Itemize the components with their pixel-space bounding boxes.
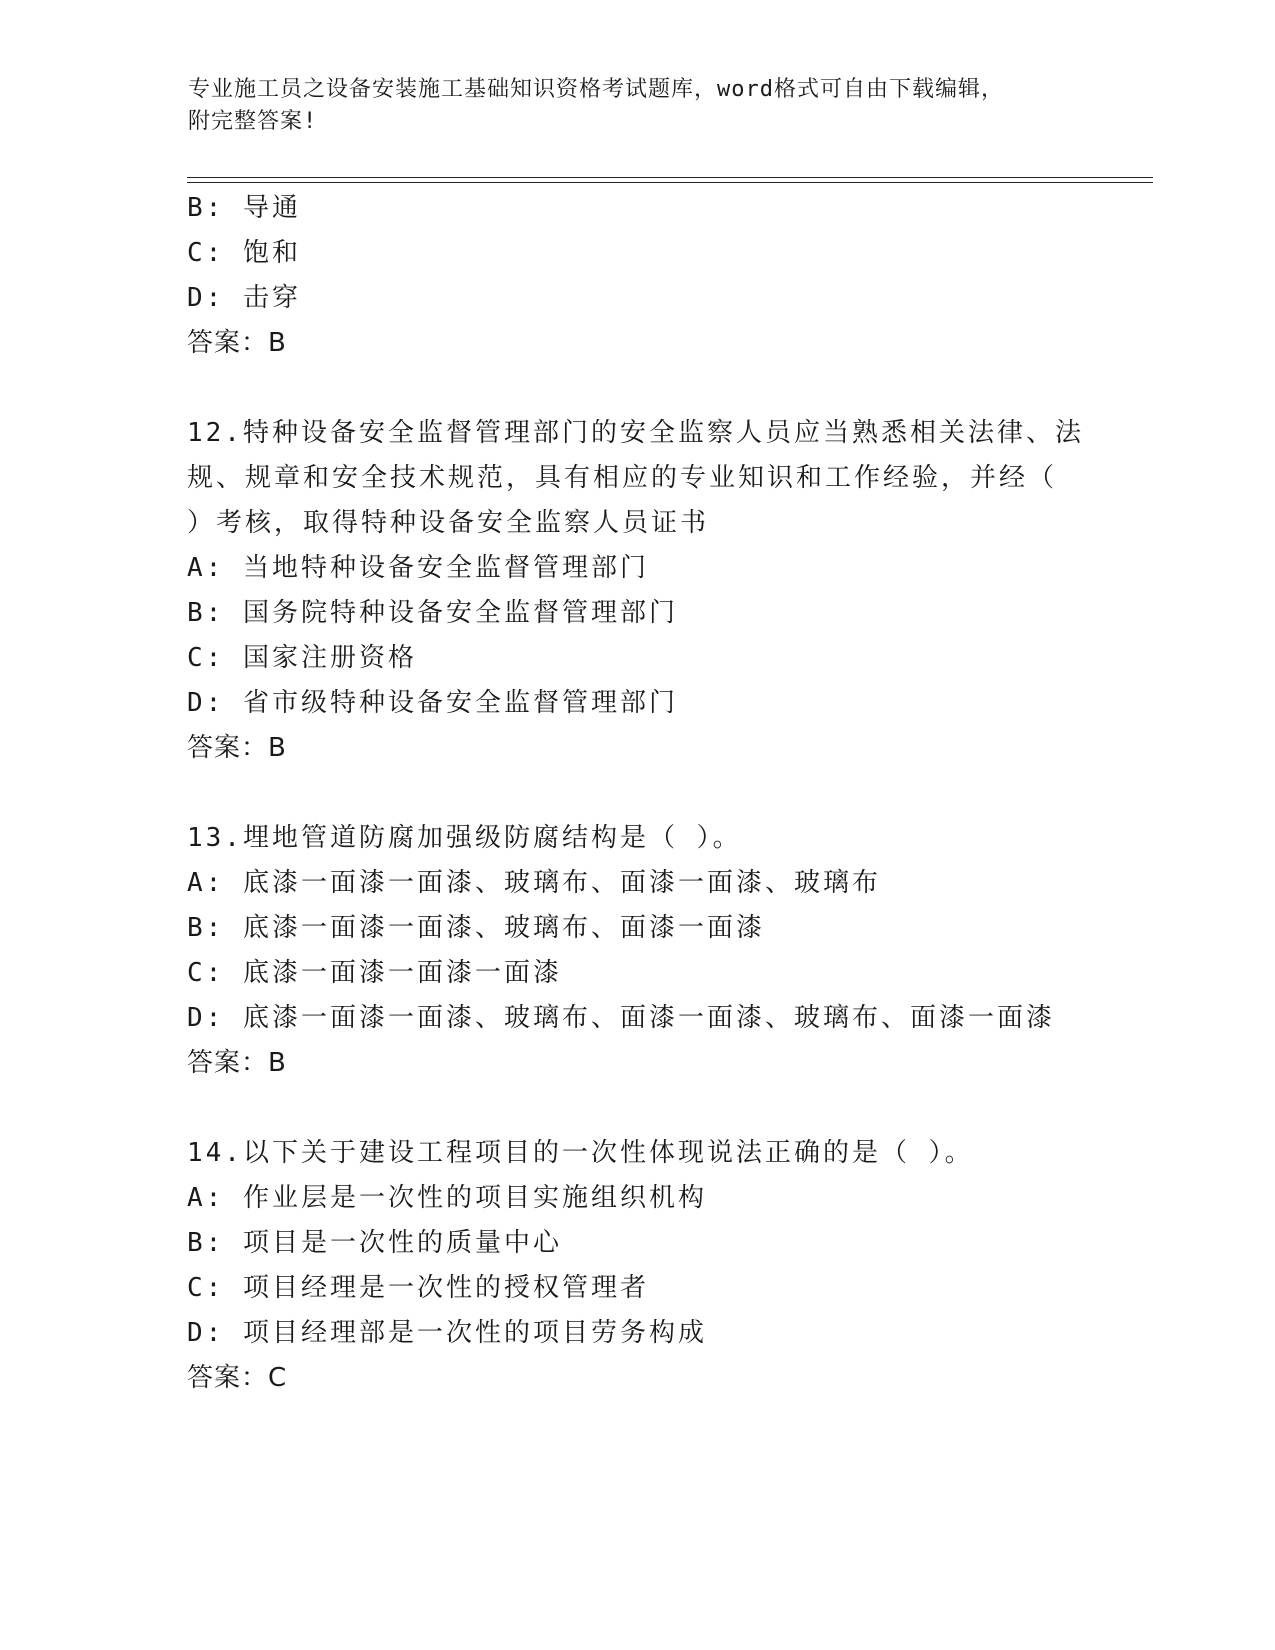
header-divider-top: [187, 177, 1153, 178]
q13-option-a: A: 底漆一面漆一面漆、玻璃布、面漆一面漆、玻璃布: [187, 868, 881, 898]
q13-option-c: C: 底漆一面漆一面漆一面漆: [187, 958, 562, 988]
q14-option-b: B: 项目是一次性的质量中心: [187, 1228, 562, 1258]
q13-answer: 答案：B: [187, 1048, 287, 1078]
header-line-2: 附完整答案!: [188, 109, 318, 134]
q12-stem-line-2: 规、规章和安全技术规范，具有相应的专业知识和工作经验，并经（: [187, 463, 1058, 493]
q12-answer: 答案：B: [187, 733, 287, 763]
q12-option-c: C: 国家注册资格: [187, 643, 417, 673]
q14-option-a: A: 作业层是一次性的项目实施组织机构: [187, 1183, 707, 1213]
page-header: [188, 74, 1088, 138]
q12-stem-line-1: 12.特种设备安全监督管理部门的安全监察人员应当熟悉相关法律、法: [187, 418, 1084, 448]
q12-option-d: D: 省市级特种设备安全监督管理部门: [187, 688, 678, 718]
q11-option-c: C: 饱和: [187, 238, 301, 268]
q14-option-c: C: 项目经理是一次性的授权管理者: [187, 1273, 649, 1303]
q14-stem: 14.以下关于建设工程项目的一次性体现说法正确的是（ ）。: [187, 1138, 974, 1168]
q12-option-b: B: 国务院特种设备安全监督管理部门: [187, 598, 678, 628]
q12-option-a: A: 当地特种设备安全监督管理部门: [187, 553, 649, 583]
q14-answer: 答案：C: [187, 1363, 288, 1393]
q11-option-d: D: 击穿: [187, 283, 301, 313]
q14-option-d: D: 项目经理部是一次性的项目劳务构成: [187, 1318, 707, 1348]
q13-option-b: B: 底漆一面漆一面漆、玻璃布、面漆一面漆: [187, 913, 765, 943]
q11-option-b: B: 导通: [187, 193, 301, 223]
q13-option-d: D: 底漆一面漆一面漆、玻璃布、面漆一面漆、玻璃布、面漆一面漆: [187, 1003, 1055, 1033]
header-divider-bottom: [187, 182, 1153, 183]
q11-answer: 答案：B: [187, 328, 287, 358]
q12-stem-line-3: ）考核，取得特种设备安全监察人员证书: [187, 508, 710, 538]
q13-stem: 13.埋地管道防腐加强级防腐结构是（ ）。: [187, 823, 742, 853]
header-line-1: 专业施工员之设备安装施工基础知识资格考试题库，word格式可自由下载编辑，: [188, 77, 1004, 102]
